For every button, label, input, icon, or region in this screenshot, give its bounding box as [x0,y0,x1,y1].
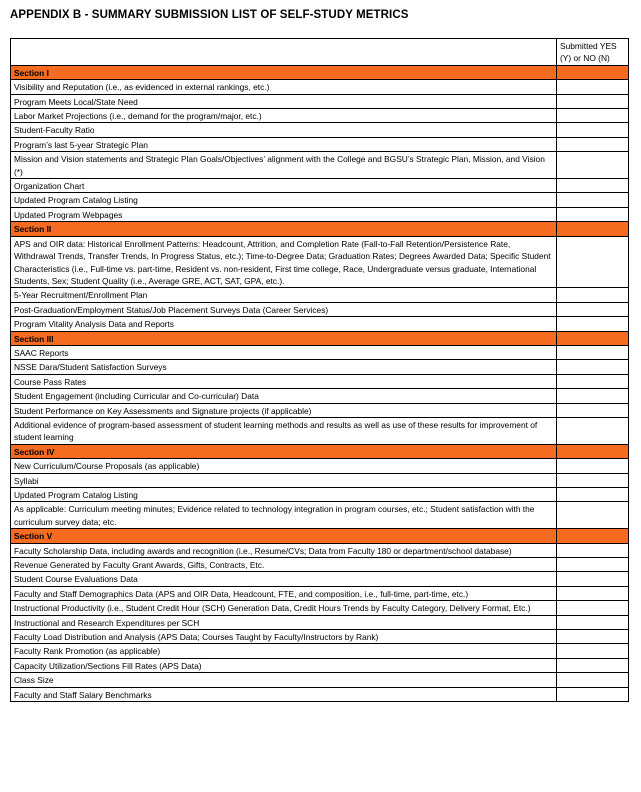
metric-label: Faculty and Staff Demographics Data (APS and OIR Data, Headcount, FTE, and composition, i.e., full-time, part-time, etc.) [11,586,557,600]
metric-label: Faculty Load Distribution and Analysis (APS Data; Courses Taught by Faculty/Instructors by Rank) [11,630,557,644]
submitted-cell[interactable] [557,152,629,179]
table-row [11,572,629,586]
section-header-row [11,65,629,79]
section-header-blank [557,222,629,236]
metric-label: NSSE Dara/Student Satisfaction Surveys [11,360,557,374]
submitted-cell[interactable] [557,488,629,502]
table-row [11,601,629,615]
table-row [11,94,629,108]
metric-label: Revenue Generated by Faculty Grant Awards, Gifts, Contracts, Etc. [11,558,557,572]
metric-label: As applicable: Curriculum meeting minutes; Evidence related to technology integration in program courses, etc.; Student satisfaction with the curriculum survey data; etc. [11,502,557,529]
metric-label: Course Pass Rates [11,374,557,388]
table-row [11,630,629,644]
submitted-column-header: Submitted YES (Y) or NO (N) [557,39,629,66]
submitted-cell[interactable] [557,473,629,487]
metric-label: Visibility and Reputation (i.e., as evidenced in external rankings, etc.) [11,80,557,94]
submitted-cell[interactable] [557,317,629,331]
metric-label: Program Vitality Analysis Data and Reports [11,317,557,331]
metric-label: Class Size [11,673,557,687]
table-row [11,123,629,137]
metric-label: Additional evidence of program-based assessment of student learning methods and results as well as use of these results for improvement of student learning [11,417,557,444]
table-row [11,459,629,473]
submitted-cell[interactable] [557,80,629,94]
submitted-cell[interactable] [557,586,629,600]
submitted-cell[interactable] [557,673,629,687]
submitted-cell[interactable] [557,288,629,302]
table-row [11,543,629,557]
section-header-row [11,331,629,345]
submitted-cell[interactable] [557,572,629,586]
table-row [11,658,629,672]
table-row [11,417,629,444]
submitted-cell[interactable] [557,236,629,288]
metric-label: Student Engagement (including Curricular and Co-curricular) Data [11,389,557,403]
metric-label: Faculty Rank Promotion (as applicable) [11,644,557,658]
submitted-cell[interactable] [557,630,629,644]
submitted-cell[interactable] [557,137,629,151]
table-row [11,502,629,529]
section-title: Section IV [11,444,557,458]
metric-label: Faculty and Staff Salary Benchmarks [11,687,557,701]
section-header-blank [557,444,629,458]
document-title: APPENDIX B - SUMMARY SUBMISSION LIST OF SELF-STUDY METRICS [10,9,409,21]
metric-label: Capacity Utilization/Sections Fill Rates (APS Data) [11,658,557,672]
metric-label: Student Course Evaluations Data [11,572,557,586]
section-title: Section III [11,331,557,345]
section-title: Section I [11,65,557,79]
section-title: Section V [11,529,557,543]
submitted-cell[interactable] [557,360,629,374]
table-row [11,207,629,221]
submitted-cell[interactable] [557,502,629,529]
submitted-cell[interactable] [557,417,629,444]
submitted-cell[interactable] [557,403,629,417]
metric-label: Instructional Productivity (i.e., Student Credit Hour (SCH) Generation Data, Credit Hours Trends by Faculty Category, Delivery Format, Etc.) [11,601,557,615]
section-header-blank [557,331,629,345]
table-row [11,236,629,288]
metric-label: Program’s last 5-year Strategic Plan [11,137,557,151]
metric-label: Student Performance on Key Assessments and Signature projects (if applicable) [11,403,557,417]
table-row [11,389,629,403]
table-row [11,80,629,94]
metric-label: Instructional and Research Expenditures per SCH [11,615,557,629]
metric-label: APS and OIR data: Historical Enrollment Patterns: Headcount, Attrition, and Completion Rate (Fall-to-Fall Retention/Persistence Rate, Withdrawal Trends, Transfer Trends, In Progress Status, etc.); Time-to-Degree Data; Graduation Rates; Degrees Awarded Data; Specific Student Characteristics (i.e., Full-time vs. part-time, Resident vs. non-resident, First time college, Race, Undergraduate versus graduate, International Students, Sex; Student Quality (i.e., Average GRE, ACT, SAT, GPA, etc.). [11,236,557,288]
metric-label: Mission and Vision statements and Strategic Plan Goals/Objectives’ alignment with the College and BGSU’s Strategic Plan, Mission, and Vision (*) [11,152,557,179]
submitted-cell[interactable] [557,94,629,108]
metric-label: 5-Year Recruitment/Enrollment Plan [11,288,557,302]
submitted-cell[interactable] [557,109,629,123]
submitted-cell[interactable] [557,193,629,207]
table-header-row [11,39,629,66]
submitted-cell[interactable] [557,644,629,658]
table-row [11,345,629,359]
submitted-cell[interactable] [557,687,629,701]
table-row [11,179,629,193]
submitted-cell[interactable] [557,302,629,316]
table-row [11,473,629,487]
table-row [11,374,629,388]
submitted-cell[interactable] [557,558,629,572]
section-header-blank [557,65,629,79]
metrics-table [10,38,629,702]
table-row [11,193,629,207]
metric-label: Post-Graduation/Employment Status/Job Placement Surveys Data (Career Services) [11,302,557,316]
table-row [11,687,629,701]
table-row [11,673,629,687]
section-title: Section II [11,222,557,236]
table-row [11,644,629,658]
table-row [11,558,629,572]
submitted-cell[interactable] [557,459,629,473]
table-row [11,288,629,302]
table-row [11,586,629,600]
section-header-row [11,444,629,458]
table-row [11,360,629,374]
metric-label: Student-Faculty Ratio [11,123,557,137]
table-row [11,137,629,151]
metric-label: Faculty Scholarship Data, including awards and recognition (i.e., Resume/CVs; Data from Faculty 180 or department/school database) [11,543,557,557]
metric-label: Labor Market Projections (i.e., demand for the program/major, etc.) [11,109,557,123]
submitted-cell[interactable] [557,123,629,137]
submitted-cell[interactable] [557,389,629,403]
metric-label: New Curriculum/Course Proposals (as applicable) [11,459,557,473]
table-row [11,317,629,331]
submitted-cell[interactable] [557,543,629,557]
section-header-blank [557,529,629,543]
submitted-cell[interactable] [557,179,629,193]
metric-label: SAAC Reports [11,345,557,359]
metric-label: Updated Program Webpages [11,207,557,221]
metric-label: Program Meets Local/State Need [11,94,557,108]
submitted-cell[interactable] [557,345,629,359]
submitted-cell[interactable] [557,601,629,615]
table-row [11,403,629,417]
metric-label: Syllabi [11,473,557,487]
table-row [11,109,629,123]
metrics-table-body [11,65,629,701]
submitted-cell[interactable] [557,615,629,629]
metric-column-header [11,39,557,66]
submitted-cell[interactable] [557,658,629,672]
table-row [11,615,629,629]
submitted-cell[interactable] [557,207,629,221]
table-row [11,488,629,502]
metric-label: Updated Program Catalog Listing [11,488,557,502]
table-row [11,302,629,316]
section-header-row [11,222,629,236]
submitted-cell[interactable] [557,374,629,388]
metric-label: Organization Chart [11,179,557,193]
table-row [11,152,629,179]
section-header-row [11,529,629,543]
metric-label: Updated Program Catalog Listing [11,193,557,207]
